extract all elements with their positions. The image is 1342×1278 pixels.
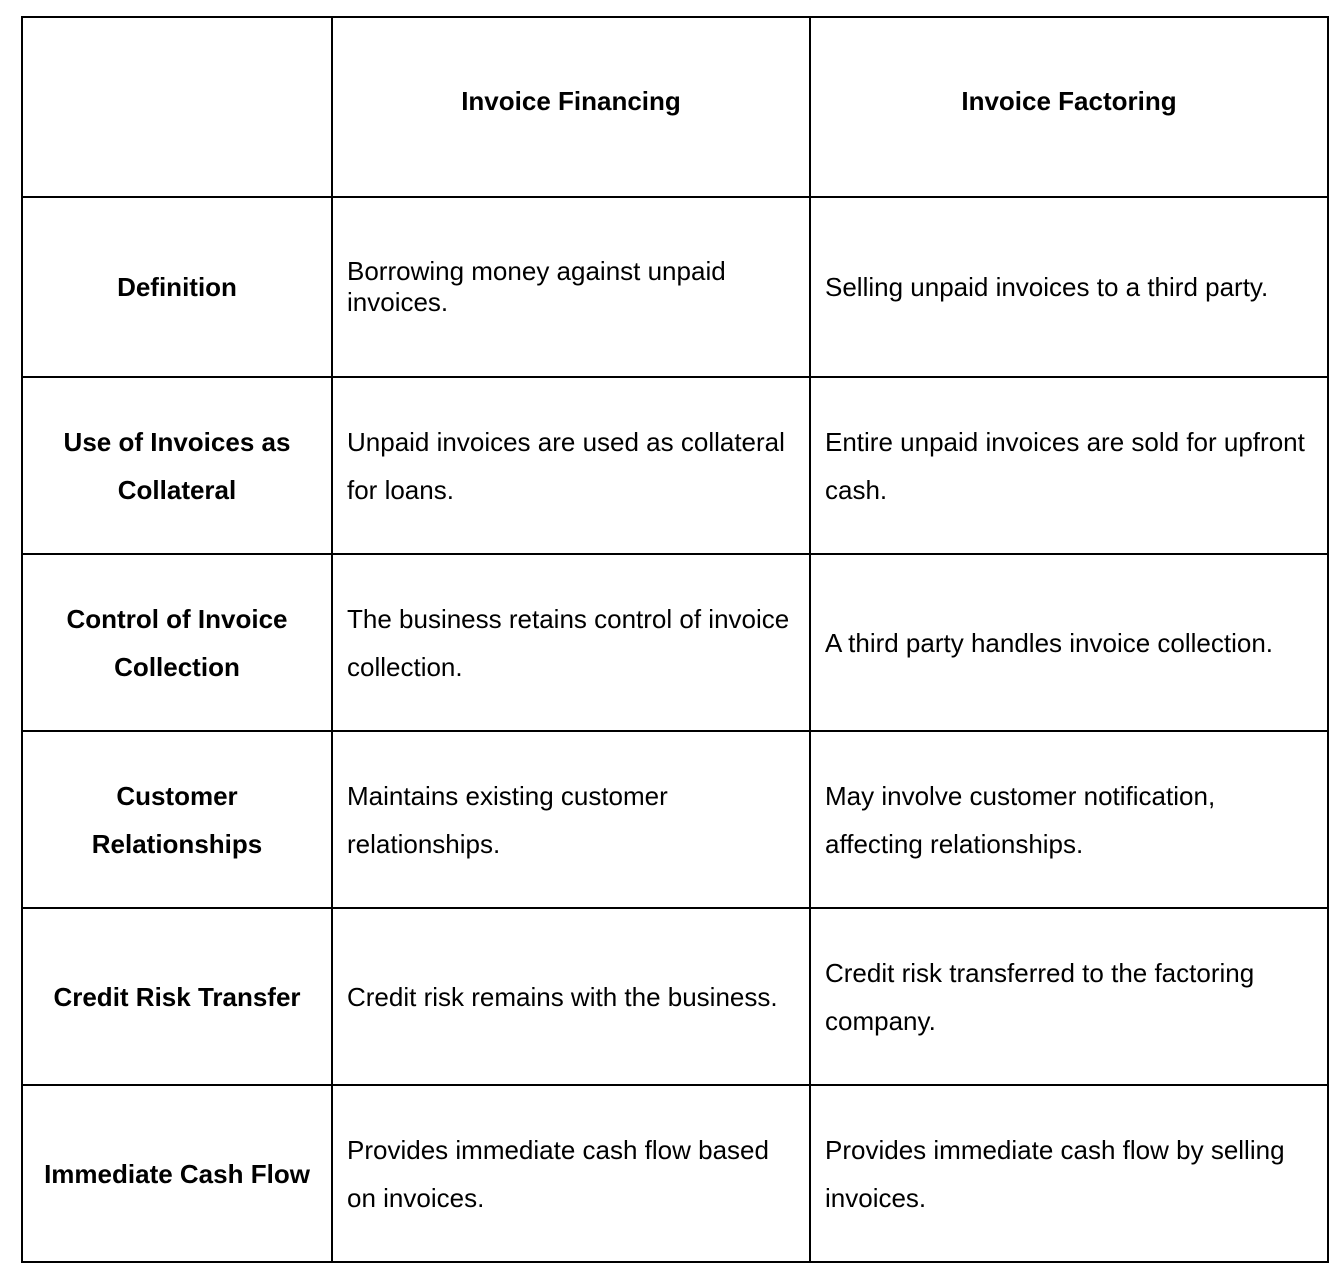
table-header-row xyxy=(22,17,1328,197)
factoring-cell: Entire unpaid invoices are sold for upfront cash. xyxy=(810,377,1328,554)
factoring-cell: Provides immediate cash flow by selling invoices. xyxy=(810,1085,1328,1262)
financing-cell: Unpaid invoices are used as collateral for loans. xyxy=(332,377,810,554)
row-header: Control of Invoice Collection xyxy=(22,554,332,731)
table-row xyxy=(22,908,1328,1085)
row-header: Definition xyxy=(22,197,332,377)
comparison-table xyxy=(21,16,1329,1263)
table-row xyxy=(22,554,1328,731)
table-row xyxy=(22,731,1328,908)
factoring-cell: Credit risk transferred to the factoring company. xyxy=(810,908,1328,1085)
corner-cell xyxy=(22,17,332,197)
column-header-invoice-financing: Invoice Financing xyxy=(332,17,810,197)
table-row xyxy=(22,1085,1328,1262)
factoring-cell: A third party handles invoice collection. xyxy=(810,554,1328,731)
financing-cell: Credit risk remains with the business. xyxy=(332,908,810,1085)
row-header: Customer Relationships xyxy=(22,731,332,908)
row-header: Use of Invoices as Collateral xyxy=(22,377,332,554)
financing-cell: Borrowing money against unpaid invoices. xyxy=(332,197,810,377)
row-header: Immediate Cash Flow xyxy=(22,1085,332,1262)
financing-cell: Provides immediate cash flow based on invoices. xyxy=(332,1085,810,1262)
financing-cell: Maintains existing customer relationships. xyxy=(332,731,810,908)
table-row xyxy=(22,197,1328,377)
factoring-cell: May involve customer notification, affecting relationships. xyxy=(810,731,1328,908)
column-header-invoice-factoring: Invoice Factoring xyxy=(810,17,1328,197)
factoring-cell: Selling unpaid invoices to a third party. xyxy=(810,197,1328,377)
financing-cell: The business retains control of invoice collection. xyxy=(332,554,810,731)
row-header: Credit Risk Transfer xyxy=(22,908,332,1085)
table-row xyxy=(22,377,1328,554)
